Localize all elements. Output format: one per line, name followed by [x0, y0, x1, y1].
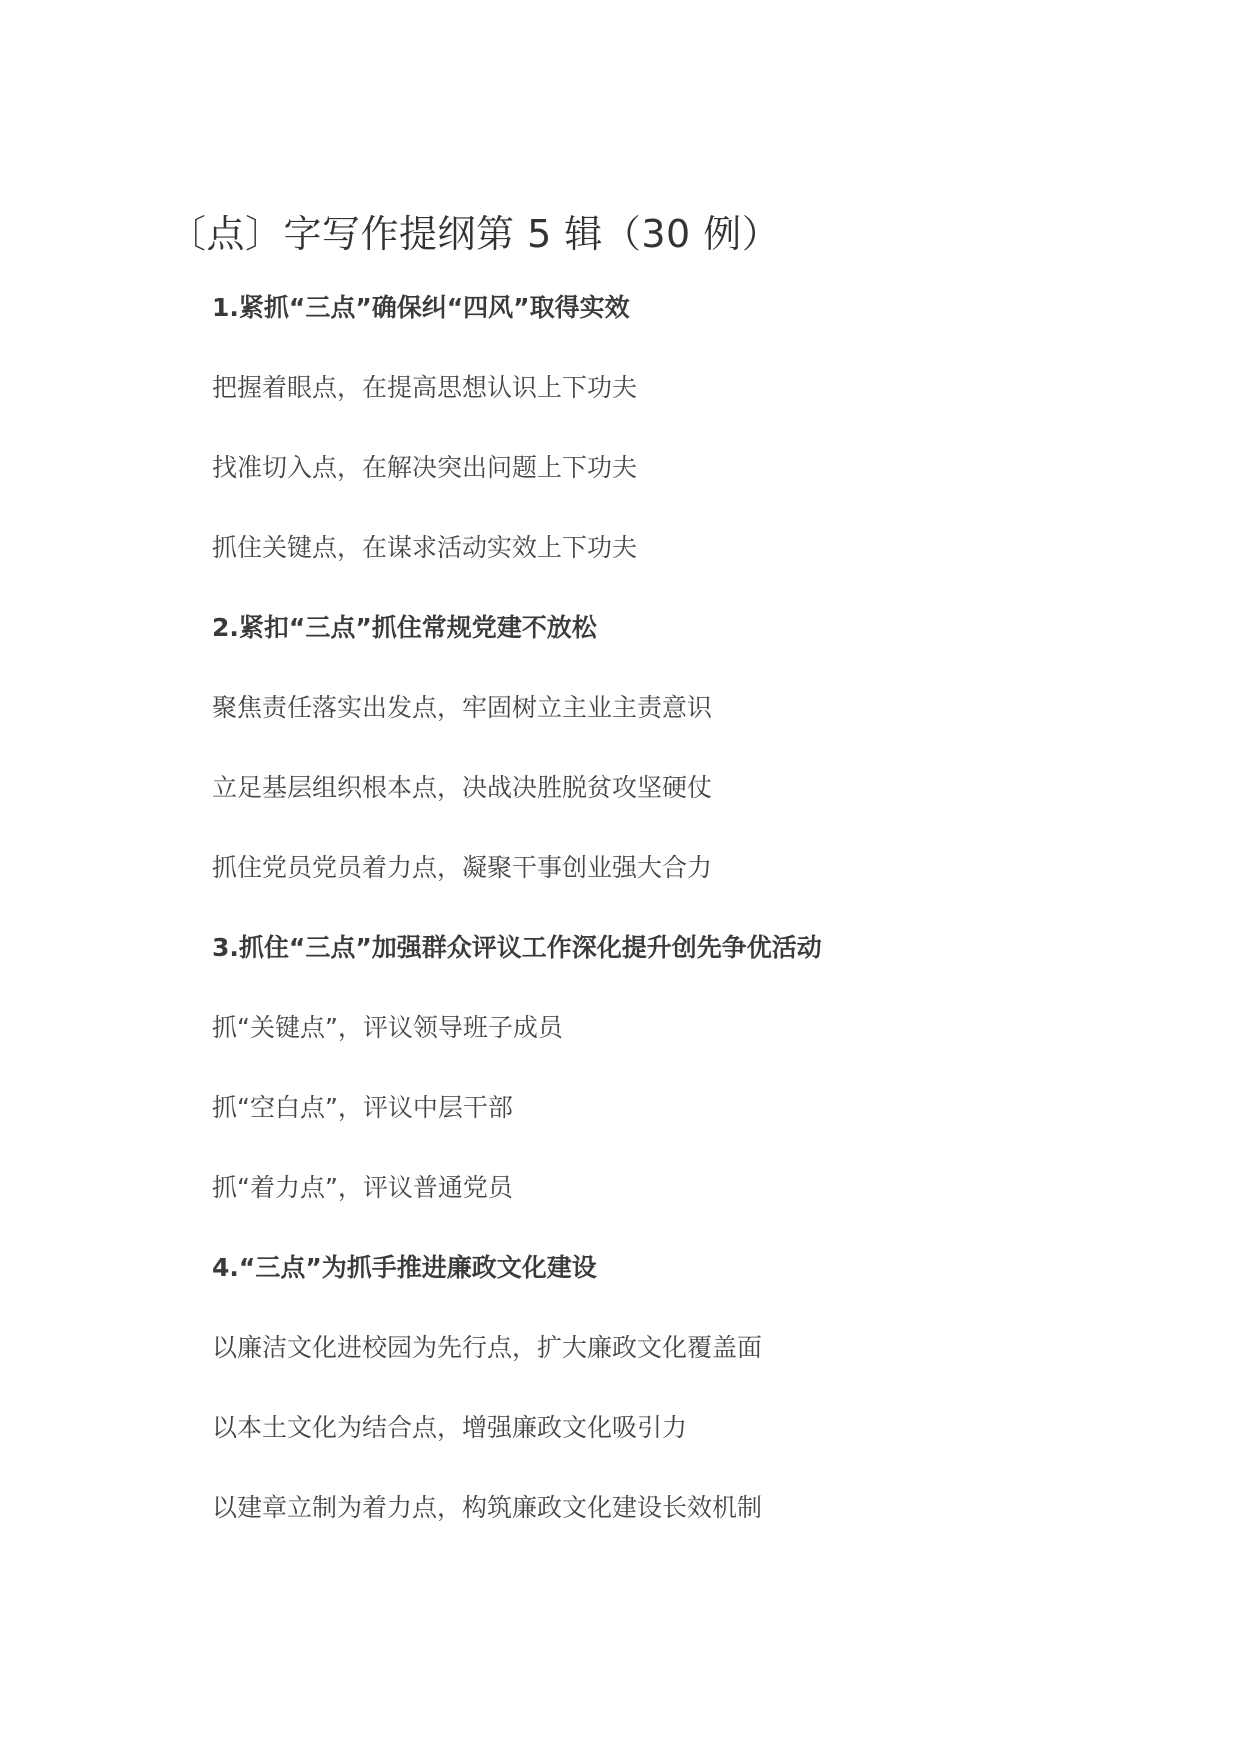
document-title: 〔点〕字写作提纲第 5 辑（30 例）	[168, 212, 781, 256]
section-heading-2: 2.紧扣“三点”抓住常规党建不放松	[212, 613, 597, 642]
section-heading-1: 1.紧抓“三点”确保纠“四风”取得实效	[212, 293, 630, 322]
section-2-item-1: 聚焦责任落实出发点，牢固树立主业主责意识	[212, 693, 713, 722]
section-4-item-1: 以廉洁文化进校园为先行点，扩大廉政文化覆盖面	[212, 1333, 763, 1362]
section-3-item-1: 抓“关键点”，评议领导班子成员	[212, 1013, 563, 1042]
section-2-item-2: 立足基层组织根本点，决战决胜脱贫攻坚硬仗	[212, 773, 713, 802]
section-1-item-1: 把握着眼点，在提高思想认识上下功夫	[212, 373, 638, 402]
section-heading-3: 3.抓住“三点”加强群众评议工作深化提升创先争优活动	[212, 933, 822, 962]
section-3-item-3: 抓“着力点”，评议普通党员	[212, 1173, 513, 1202]
section-4-item-2: 以本土文化为结合点，增强廉政文化吸引力	[212, 1413, 688, 1442]
section-1-item-3: 抓住关键点，在谋求活动实效上下功夫	[212, 533, 638, 562]
section-1-item-2: 找准切入点，在解决突出问题上下功夫	[212, 453, 638, 482]
section-heading-4: 4.“三点”为抓手推进廉政文化建设	[212, 1253, 597, 1282]
section-3-item-2: 抓“空白点”，评议中层干部	[212, 1093, 513, 1122]
section-4-item-3: 以建章立制为着力点，构筑廉政文化建设长效机制	[212, 1493, 763, 1522]
section-2-item-3: 抓住党员党员着力点，凝聚干事创业强大合力	[212, 853, 713, 882]
